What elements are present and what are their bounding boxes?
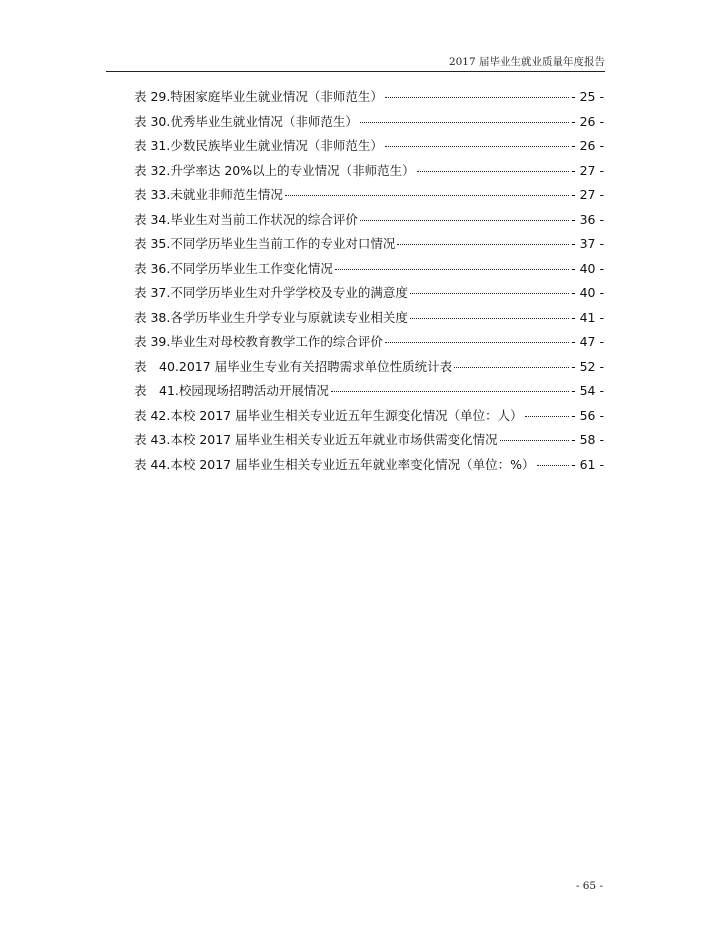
table-of-contents — [134, 87, 604, 479]
toc-entry-label: 表 42.本校 2017 届毕业生相关专业近五年生源变化情况（单位：人） — [134, 407, 523, 423]
toc-entry-page: - 25 - — [571, 89, 604, 104]
toc-entry-label: 表 36.不同学历毕业生工作变化情况 — [134, 260, 333, 276]
page-number: - 65 - — [575, 880, 603, 892]
toc-entry-page: - 54 - — [571, 383, 604, 398]
toc-entry-page: - 41 - — [571, 309, 604, 325]
toc-entry-label: 表 30.优秀毕业生就业情况（非师范生） — [134, 113, 358, 129]
toc-entry-page: - 27 - — [571, 162, 604, 178]
toc-dot-leader — [525, 416, 570, 417]
toc-entry[interactable] — [134, 185, 604, 210]
toc-entry[interactable] — [134, 234, 604, 259]
toc-entry-page: - 26 - — [571, 138, 604, 153]
toc-entry[interactable] — [134, 332, 604, 357]
toc-dot-leader — [285, 195, 569, 196]
toc-entry[interactable] — [134, 87, 604, 112]
toc-entry[interactable] — [134, 430, 604, 455]
toc-entry-page: - 26 - — [571, 113, 604, 129]
toc-entry[interactable] — [134, 283, 604, 308]
toc-entry-label: 表 29.特困家庭毕业生就业情况（非师范生） — [134, 89, 383, 104]
toc-dot-leader — [454, 367, 569, 368]
toc-entry-page: - 47 - — [571, 334, 604, 349]
header-rule — [106, 71, 605, 72]
toc-entry-label: 表 37.不同学历毕业生对升学学校及专业的满意度 — [134, 285, 408, 300]
toc-dot-leader — [500, 440, 570, 441]
toc-entry-label: 表 41.校园现场招聘活动开展情况 — [134, 383, 329, 398]
toc-entry-label: 表 40.2017 届毕业生专业有关招聘需求单位性质统计表 — [134, 358, 453, 374]
toc-entry-label: 表 34.毕业生对当前工作状况的综合评价 — [134, 211, 358, 227]
toc-entry-label: 表 39.毕业生对母校教育教学工作的综合评价 — [134, 334, 383, 349]
toc-entry[interactable] — [134, 381, 604, 406]
toc-entry[interactable] — [134, 259, 604, 284]
toc-entry[interactable] — [134, 136, 604, 161]
toc-entry-page: - 36 - — [571, 211, 604, 227]
toc-entry-page: - 61 - — [571, 456, 604, 472]
toc-dot-leader — [385, 342, 569, 343]
toc-dot-leader — [331, 391, 569, 392]
toc-dot-leader — [410, 293, 569, 294]
toc-entry-page: - 37 - — [571, 236, 604, 251]
toc-entry-label: 表 44.本校 2017 届毕业生相关专业近五年就业率变化情况（单位：%） — [134, 456, 535, 472]
toc-dot-leader — [410, 318, 569, 319]
toc-dot-leader — [537, 465, 570, 466]
toc-entry[interactable] — [134, 308, 604, 333]
toc-entry-page: - 52 - — [571, 358, 604, 374]
toc-dot-leader — [360, 122, 569, 123]
toc-entry[interactable] — [134, 406, 604, 431]
toc-entry[interactable] — [134, 161, 604, 186]
toc-entry-page: - 27 - — [571, 187, 604, 202]
toc-dot-leader — [335, 269, 569, 270]
toc-entry-label: 表 43.本校 2017 届毕业生相关专业近五年就业市场供需变化情况 — [134, 432, 498, 447]
toc-dot-leader — [385, 97, 569, 98]
toc-dot-leader — [385, 146, 569, 147]
toc-dot-leader — [417, 171, 570, 172]
toc-entry[interactable] — [134, 210, 604, 235]
toc-entry-label: 表 32.升学率达 20%以上的专业情况（非师范生） — [134, 162, 415, 178]
toc-entry-label: 表 33.未就业非师范生情况 — [134, 187, 283, 202]
toc-entry[interactable] — [134, 112, 604, 137]
toc-dot-leader — [360, 220, 569, 221]
toc-entry-page: - 56 - — [571, 407, 604, 423]
toc-dot-leader — [397, 244, 569, 245]
toc-entry[interactable] — [134, 357, 604, 382]
toc-entry-label: 表 35.不同学历毕业生当前工作的专业对口情况 — [134, 236, 396, 251]
toc-entry-page: - 40 - — [571, 260, 604, 276]
toc-entry-label: 表 31.少数民族毕业生就业情况（非师范生） — [134, 138, 383, 153]
toc-entry-page: - 58 - — [571, 432, 604, 447]
toc-entry-page: - 40 - — [571, 285, 604, 300]
toc-entry-label: 表 38.各学历毕业生升学专业与原就读专业相关度 — [134, 309, 408, 325]
running-header: 2017 届毕业生就业质量年度报告 — [448, 56, 605, 68]
toc-entry[interactable] — [134, 455, 604, 480]
